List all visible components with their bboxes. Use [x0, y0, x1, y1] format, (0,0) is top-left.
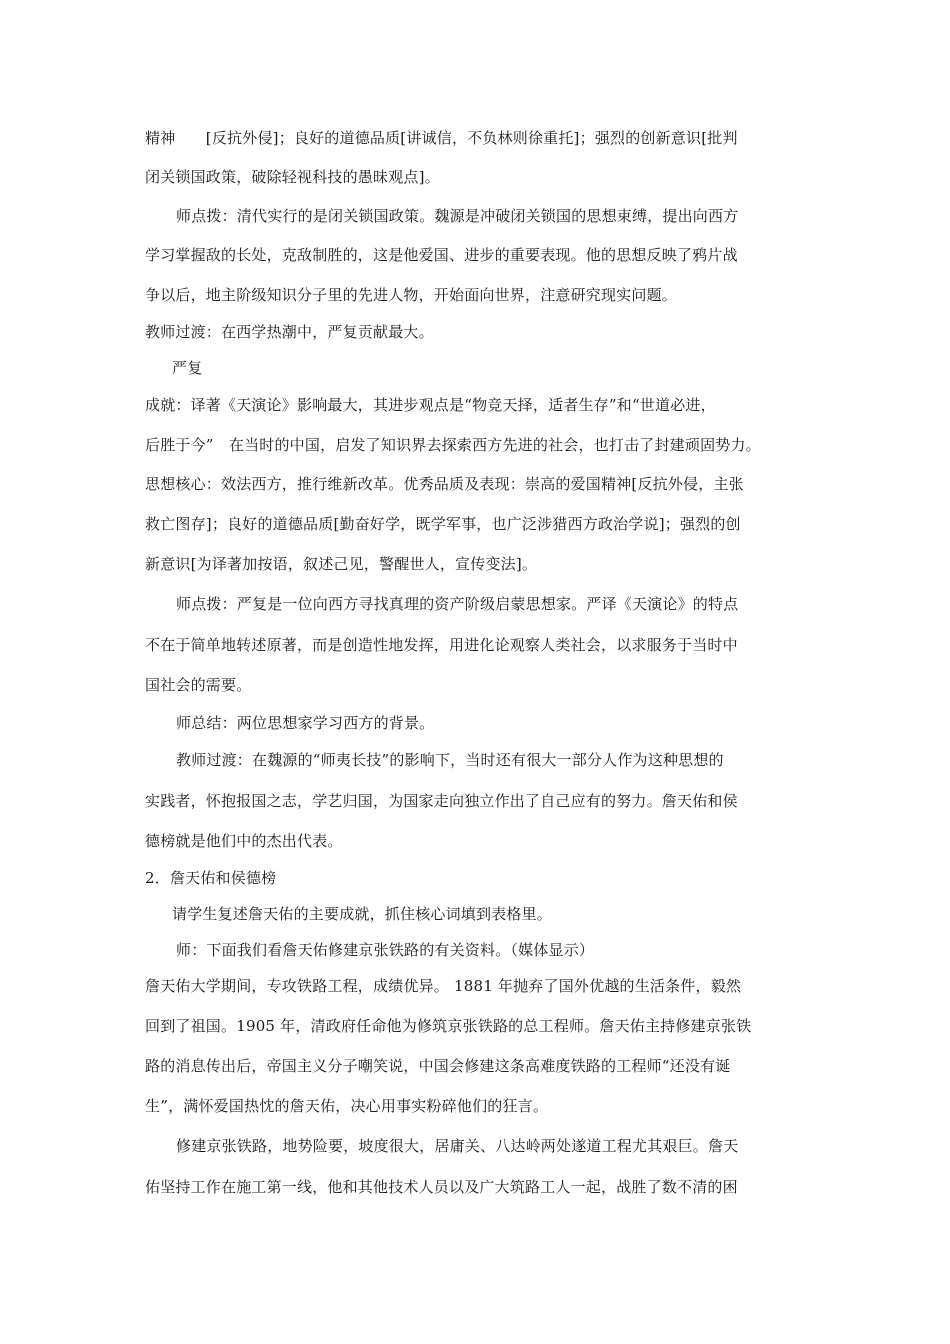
text-line: 国社会的需要。 — [145, 676, 252, 694]
paragraph-line: 师总结：两位思想家学习西方的背景。 — [176, 714, 435, 732]
text-line: 后胜于今” 在当时的中国，启发了知识界去探索西方先进的社会，也打击了封建顽固势力。 — [145, 436, 761, 454]
text-line: 回到了祖国。1905 年，清政府任命他为修筑京张铁路的总工程师。詹天佑主持修建京张铁 — [145, 1017, 752, 1035]
text-line: 救亡图存]；良好的道德品质[勤奋好学，既学军事，也广泛涉猎西方政治学说]；强烈的创 — [145, 515, 741, 533]
text-line: 生”，满怀爱国热忱的詹天佑，决心用事实粉碎他们的狂言。 — [145, 1097, 549, 1115]
text-line: 路的消息传出后，帝国主义分子嘲笑说，中国会修建这条高难度铁路的工程师“还没有诞 — [145, 1057, 731, 1075]
paragraph-line: 教师过渡：在魏源的“师夷长技”的影响下，当时还有很大一部分人作为这种思想的 — [176, 751, 724, 769]
paragraph-line: 师：下面我们看詹天佑修建京张铁路的有关资料。（媒体显示） — [176, 941, 595, 959]
text-line: 争以后，地主阶级知识分子里的先进人物，开始面向世界，注意研究现实问题。 — [145, 286, 678, 304]
text-line: 詹天佑大学期间，专攻铁路工程，成绩优异。 1881 年抛弃了国外优越的生活条件，毅然 — [145, 977, 742, 995]
text-line: 闭关锁国政策，破除轻视科技的愚昧观点]。 — [145, 168, 440, 186]
text-line: 实践者，怀抱报国之志，学艺归国，为国家走向独立作出了自己应有的努力。詹天佑和侯 — [145, 792, 738, 810]
section-heading: 严复 — [172, 359, 203, 377]
text-line: 思想核心：效法西方，推行维新改革。优秀品质及表现：崇高的爱国精神[反抗外侵，主张 — [145, 475, 744, 493]
paragraph-line: 师点拨：严复是一位向西方寻找真理的资产阶级启蒙思想家。严译《天演论》的特点 — [176, 595, 739, 613]
text-line: 教师过渡：在西学热潮中，严复贡献最大。 — [145, 323, 434, 341]
text-line: 学习掌握敌的长处，克敌制胜的，这是他爱国、进步的重要表现。他的思想反映了鸦片战 — [145, 246, 738, 264]
text-line: 新意识[为译著加按语，叙述己见，警醒世人，宣传变法]。 — [145, 555, 538, 573]
section-heading: 2．詹天佑和侯德榜 — [145, 869, 277, 887]
paragraph-line: 请学生复述詹天佑的主要成就，抓住核心词填到表格里。 — [172, 905, 553, 923]
text-line: 不在于简单地转述原著，而是创造性地发挥，用进化论观察人类社会，以求服务于当时中 — [145, 636, 738, 654]
text-line: 佑坚持工作在施工第一线，他和其他技术人员以及广大筑路工人一起，战胜了数不清的困 — [145, 1178, 738, 1196]
text-line: 德榜就是他们中的杰出代表。 — [145, 832, 343, 850]
paragraph-line: 师点拨：清代实行的是闭关锁国政策。魏源是冲破闭关锁国的思想束缚，提出向西方 — [176, 207, 739, 225]
text-line: 精神 [反抗外侵]；良好的道德品质[讲诚信，不负林则徐重托]；强烈的创新意识[批判 — [145, 129, 738, 147]
text-line: 成就：译著《天演论》影响最大，其进步观点是“物竞天择，适者生存”和“世道必进， — [145, 396, 716, 414]
paragraph-line: 修建京张铁路，地势险要，坡度很大，居庸关、八达岭两处遂道工程尤其艰巨。詹天 — [176, 1137, 739, 1155]
